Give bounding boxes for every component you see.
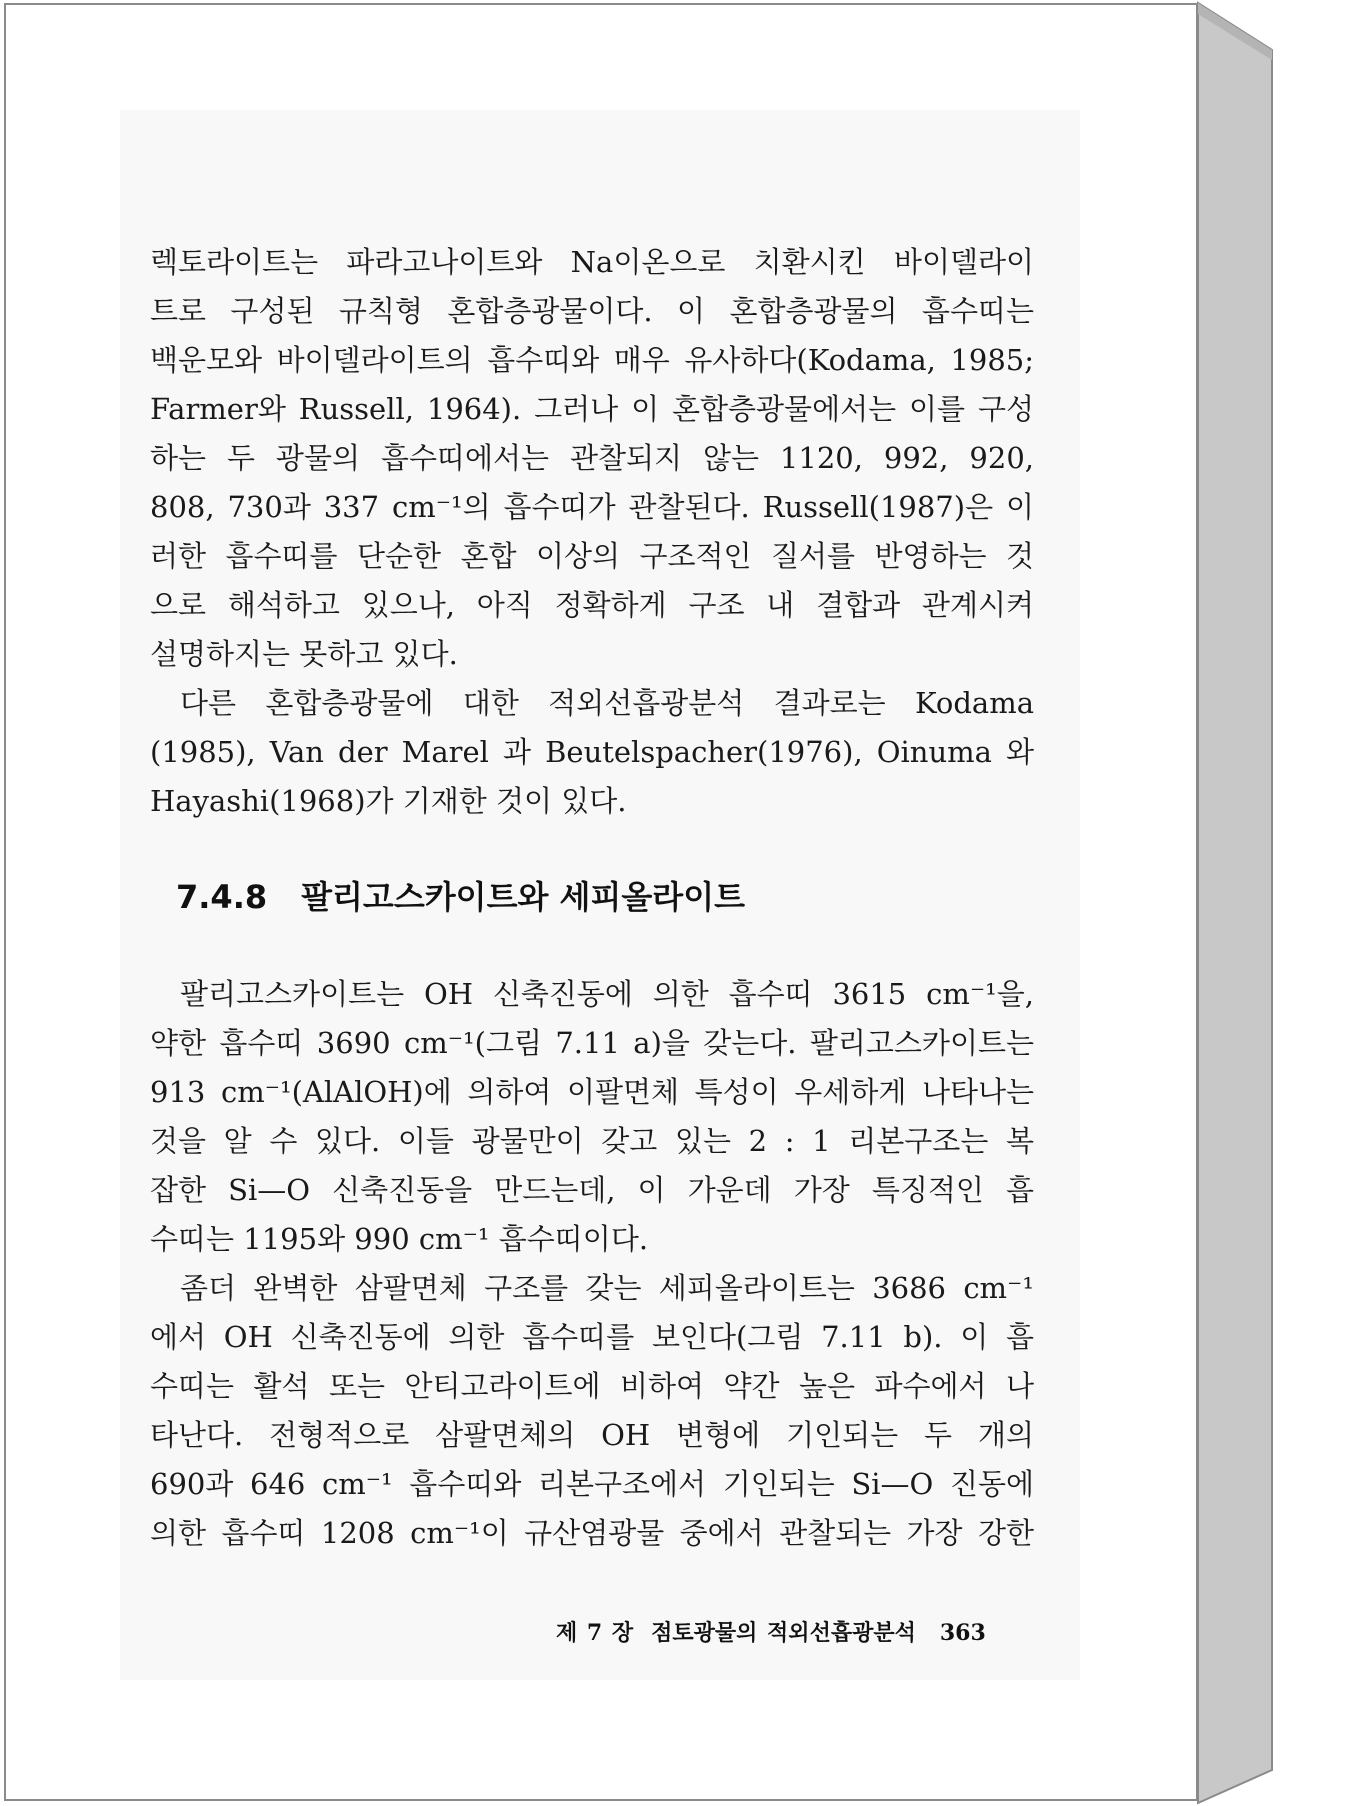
text-line: 약한 흡수띠 3690 cm⁻¹(그림 7.11 a)을 갖는다. 팔리고스카이트는 [150,1026,1034,1060]
text-line: 팔리고스카이트는 OH 신축진동에 의한 흡수띠 3615 cm⁻¹을, [180,977,1034,1011]
text-line: 것을 알 수 있다. 이들 광물만이 갖고 있는 2 : 1 리본구조는 복 [150,1124,1034,1158]
section-number: 7.4.8 [176,878,268,916]
page-number: 363 [939,1620,986,1646]
paragraph-1 [150,238,1034,679]
text-line: 에서 OH 신축진동에 의한 흡수띠를 보인다(그림 7.11 b). 이 흡 [150,1320,1034,1354]
text-line: (1985), Van der Marel 과 Beutelspacher(1976), Oinuma 와 [150,735,1034,769]
text-line: 좀더 완벽한 삼팔면체 구조를 갖는 세피올라이트는 3686 cm⁻¹ [180,1271,1034,1305]
text-line: 수띠는 1195와 990 cm⁻¹ 흡수띠이다. [150,1222,649,1256]
text-line: Farmer와 Russell, 1964). 그러나 이 혼합층광물에서는 이를 구성 [150,392,1034,426]
text-line: 808, 730과 337 cm⁻¹의 흡수띠가 관찰된다. Russell(1987)은 이 [150,490,1034,524]
text-line: 백운모와 바이델라이트의 흡수띠와 매우 유사하다(Kodama, 1985; [150,343,1034,377]
text-line: 설명하지는 못하고 있다. [150,637,458,671]
running-footer [556,1616,986,1647]
text-line: 690과 646 cm⁻¹ 흡수띠와 리본구조에서 기인되는 Si—O 진동에 [150,1467,1034,1501]
text-line: 타난다. 전형적으로 삼팔면체의 OH 변형에 기인되는 두 개의 [150,1418,1034,1452]
text-line: 수띠는 활석 또는 안티고라이트에 비하여 약간 높은 파수에서 나 [150,1369,1034,1403]
text-line: Hayashi(1968)가 기재한 것이 있다. [150,784,627,818]
text-line: 913 cm⁻¹(AlAlOH)에 의하여 이팔면체 특성이 우세하게 나타나는 [150,1075,1034,1109]
text-line: 러한 흡수띠를 단순한 혼합 이상의 구조적인 질서를 반영하는 것 [150,539,1034,573]
footer-title: 점토광물의 적외선흡광분석 [651,1620,916,1646]
paragraph-3 [150,970,1034,1264]
text-line: 으로 해석하고 있으나, 아직 정확하게 구조 내 결합과 관계시켜 [150,588,1034,622]
text-line: 트로 구성된 규칙형 혼합층광물이다. 이 혼합층광물의 흡수띠는 [150,294,1034,328]
text-line: 하는 두 광물의 흡수띠에서는 관찰되지 않는 1120, 992, 920, [150,441,1034,475]
section-title: 팔리고스카이트와 세피올라이트 [301,878,746,916]
section-heading [176,872,745,918]
paragraph-4 [150,1264,1034,1558]
text-line: 다른 혼합층광물에 대한 적외선흡광분석 결과로는 Kodama [180,686,1034,720]
paragraph-2 [150,679,1034,826]
text-line: 의한 흡수띠 1208 cm⁻¹이 규산염광물 중에서 관찰되는 가장 강한 [150,1516,1034,1550]
text-line: 렉토라이트는 파라고나이트와 Na이온으로 치환시킨 바이델라이 [150,245,1034,279]
footer-chapter: 제 7 장 [556,1620,634,1646]
text-line: 잡한 Si—O 신축진동을 만드는데, 이 가운데 가장 특징적인 흡 [150,1173,1034,1207]
